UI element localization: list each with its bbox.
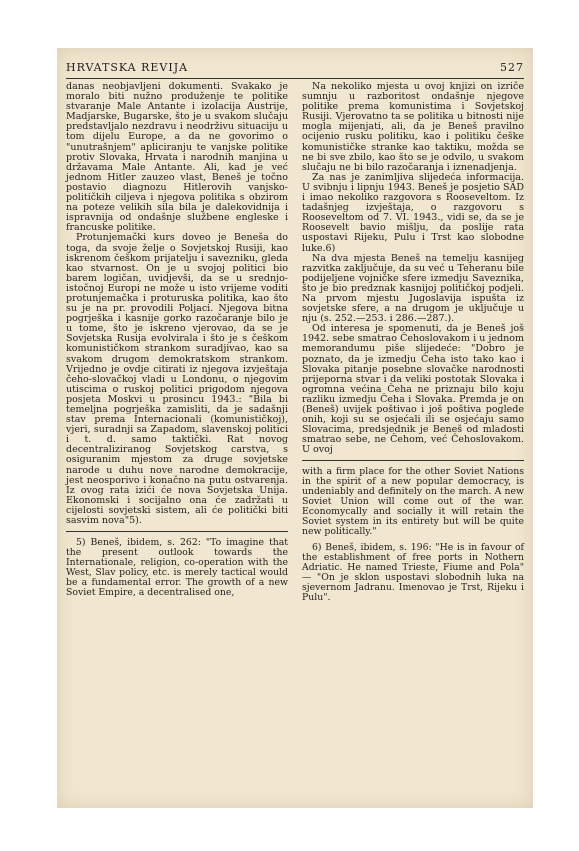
paragraph: Na dva mjesta Beneš na temelju kasnijeg razvitka zaključuje, da su već u Teheranu bile podijeljene vojničke sfere izmedju Saveznika, što je bio predznak kasnijoj političkoj podjeli. Na prvom mjestu Jugoslavija ispušta iz sovjetske sfere, a na drugom je uključuje u nju (s. 252.—253. i 286.—287.). (302, 252, 524, 325)
paragraph: Za nas je zanimljiva slijedeća informacija. U svibnju i lipnju 1943. Beneš je posjetio SAD i imao nekoliko razgovora s Rooseveltom. Iz tadašnjeg izvještaja, o razgovoru s Rooseveltom od 7. VI. 1943., vidi se, da se je Roosevelt bavio mišlju, da poslije rata uspostavi Rijeku, Pulu i Trst kao slobodne luke.6) (302, 171, 524, 254)
journal-page (57, 48, 533, 808)
footnote-rule (302, 460, 524, 461)
footnote: 6) Beneš, ibidem, s. 196: "He is in favour of the establishment of free ports in Nothern Adriatic. He named Trieste, Fiume and Pola" — "On je sklon uspostavi slobodnih luka na sjevernom Jadranu. Imenovao je Trst, Rijeku i Pulu". (302, 542, 524, 604)
footnote: 5) Beneš, ibidem, s. 262: "To imagine that the present outlook towards the Internationale, religion, co-operation with the West, Slav policy, etc. is merely tactical would be a fundamental error. The growth of a new Soviet Empire, a decentralised one, (66, 537, 288, 599)
paragraph: Od interesa je spomenuti, da je Beneš još 1942. sebe smatrao Čehoslovakom i u jednom memorandumu piše slijedeće: "Dobro je poznato, da je izmedju Čeha isto tako kao i Slovaka pitanje posebne slovačke narodnosti prijeporna stvar i da veliki postotak Slovaka i ogromna većina Čeha ne priznaju bilo koju razliku izmedju Čeha i Slovaka. Premda je on (Beneš) uvijek poštivao i još poštiva poglede onih, koji su se osjećali ili se osjećaju samo Slovacima, predsjednik je Beneš od mladosti smatrao sebe, ne Čehom, već Čehoslovakom. U ovoj (302, 323, 524, 456)
footnote-rule (66, 531, 288, 532)
paragraph: Protunjemački kurs doveo je Beneša do toga, da svoje želje o Sovjetskoj Rusiji, kao iskrenom češkom prijatelju i savezniku, gleda kao stvarnost. On je u svojoj politici bio barem logičan, uvidjevši, da se u srednjo-istočnoj Europi ne može u isto vrijeme voditi protunjemačka i proturuska politika, kao što su je na pr. provodili Poljaci. Njegova bitna pogrješka i kasnije gorko razočaranje bilo je u tome, što je iskreno vjerovao, da se je Sovjetska Rusija evolvirala i što je s češkom komunističkom strankom suradjivao, kao sa svakom drugom demokratskom strankom. Vrijedno je ovdje citirati iz njegova izvještaja čeho-slovačkoj vladi u Londonu, o njegovim utiscima o ruskoj politici prigodom njegova posjeta Moskvi u prosincu 1943.: "Bila bi temeljna pogrješka zamisliti, da je sadašnji stav prema Internacionali (komunističkoj), vjeri, suradnji sa Zapadom, slavenskoj politici i t. d. samo taktički. Rat novog decentraliziranog Sovjetskog carstva, s osiguranim mjestom za druge sovjetske narode u duhu nove narodne demokracije, jest neosporivo i konačno na putu ostvarenja. Iz ovog rata izići će nova Sovjetska Unija. Ekonomski i socijalno ona će zadržati u cijelosti sovjetski sistem, ali će politički biti sasvim nova"5). (66, 232, 288, 527)
page-number: 527 (500, 61, 524, 74)
right-column (302, 82, 524, 603)
journal-title: HRVATSKA REVIJA (66, 61, 189, 74)
paragraph: Na nekoliko mjesta u ovoj knjizi on izriče sumnju u razboritost ondašnje njegove politike prema komunistima i Sovjetskoj Rusiji. Vjerovatno ta se politika u bitnosti nije mogla mijenjati, ali, da je Beneš pravilno ocijenio rusku politiku, kao i politiku češke komunističke stranke kao taktiku, možda se ne bi sve zbilo, kao što se je odvilo, u svakom slučaju ne bi bilo razočaranja i iznenadjenja. (302, 81, 524, 173)
left-column (66, 82, 288, 598)
running-header (66, 61, 524, 77)
header-rule (66, 78, 524, 79)
paragraph: danas neobjavljeni dokumenti. Svakako je moralo biti nužno produženje te politike stvaranje Male Antante i izolacija Austrije, Madjarske, Bugarske, što je u svakom slučaju predstavljalo nezdravu i neodrživu situaciju u tom dijelu Europe, a da ne govorimo o "unutrašnjem" apliciranju te vanjske politike protiv Slovaka, Hrvata i narodnih manjina u državama Male Antante. Ali, kad je već jednom Hitler zauzeo vlast, Beneš je točno postavio diagnozu Hitlerovih vanjsko-političkih ciljeva i njegova politika s obzirom na poteze velikih sila bila je dalekovidnija i ispravnija od ondašnje službene engleske i francuske politike. (66, 81, 288, 234)
footnote-continuation: with a firm place for the other Soviet Nations in the spirit of a new popular democracy, is undeniably and definitely on the march. A new Soviet Union will come out of the war. Economycally and socially it will retain the Soviet system in its entirety but will be quite new politically." (302, 466, 524, 538)
